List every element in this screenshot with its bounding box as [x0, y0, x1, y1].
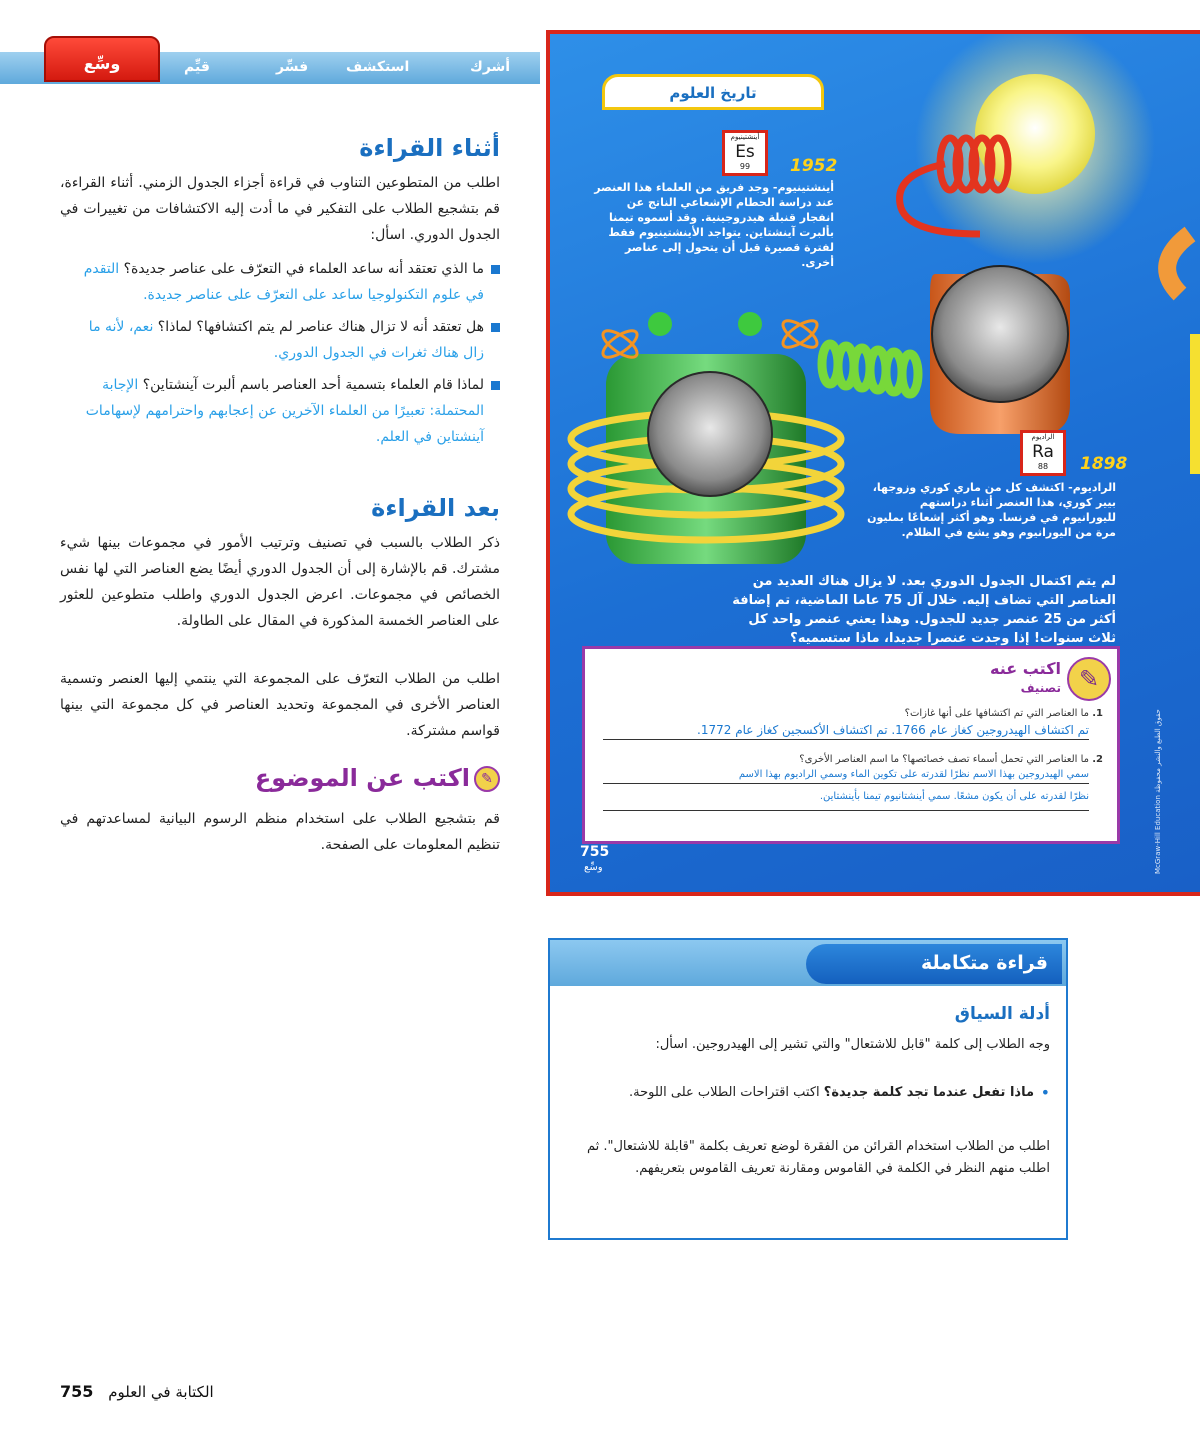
tab-evaluate[interactable]: قيِّم: [184, 59, 210, 75]
context-clues-p1: وجه الطلاب إلى كلمة "قابل للاشتعال" والتي تشير إلى الهيدروجين. اسأل:: [655, 1037, 1050, 1052]
einsteinium-caption: أينشتينيوم- وجد فريق من العلماء هذا العنصر عند دراسة الحطام الإشعاعي الناتج عن انفجار قنبلة هيدروجينية. وقد أسموه تيمنا بألبرت آينشتاين. يتواجد الأينشتينيوم فقط لفترة قصيرة قبل أن يتحول إلى عناصر أخرى.: [594, 181, 834, 269]
during-reading-heading: أثناء القراءة: [359, 134, 500, 162]
answer-text: الإجابة المحتملة: تعبيرًا من العلماء الآخرين عن إعجابهم واحترامهم لإسهامات آينشتاين في العلم.: [85, 377, 484, 445]
write-box-subtitle: تصنيف: [1020, 681, 1061, 695]
write-topic-heading: ✎اكتب عن الموضوع: [226, 764, 500, 792]
copyright-credit: McGraw-Hill Education حقوق الطبع والنشر محفوظة: [1154, 709, 1162, 874]
green-bulb-left: [648, 312, 672, 336]
write-item-1: 1. ما العناصر التي تم اكتشافها على أنها غازات؟ تم اكتشاف الهيدروجين كغاز عام 1766. تم اكتشاف الأكسجين كغاز عام 1772.: [603, 707, 1103, 740]
article-paragraph: لم يتم اكتمال الجدول الدوري بعد. لا يزال هناك العديد من العناصر التي تضاف إليه. خلال آل 75 عاما الماضية، تم إضافة أكثر من 25 عنصر جديد للجدول. وهذا يعني عنصر واحد كل ثلاث سنوات! إذا وجدت عنصرا جديدا، ماذا ستسميه؟: [732, 574, 1116, 646]
tab-extend-active[interactable]: وسِّع: [44, 36, 160, 82]
spread-page-label: وسِّع: [584, 862, 603, 873]
answer-text: سمي الهيدروجين بهذا الاسم نظرًا لقدرته على تكوين الماء وسمي الراديوم بهذا الاسم: [603, 767, 1089, 784]
science-history-tab: تاريخ العلوم: [602, 74, 824, 110]
write-item-2: 2. ما العناصر التي تحمل أسماء تصف خصائصها؟ ما اسم العناصر الأخرى؟ سمي الهيدروجين بهذا الاسم نظرًا لقدرته على تكوين الماء وسمي الراديوم بهذا الاسم نظرًا لقدرته على أن يكون مشعًا. سمي أينشتانيوم تيمنا بأينشتاين.: [603, 753, 1103, 811]
after-reading-p1: ذكر الطلاب بالسبب في تصنيف وترتيب الأمور في مجموعات بينها شيء مشترك. قم بالإشارة إلى أن الجدول الدوري أيضًا يضع العناصر التي لها نفس الخصائص في مجموعات. اعرض الجدول الدوري واطلب متطوعين للعثور على العناصر الخمسة المذكورة في المقال على الطاولة.: [60, 535, 500, 629]
element-card-ra: الراديوم Ra 88: [1020, 430, 1066, 476]
element-card-es: أينشتينيوم Es 99: [722, 130, 768, 176]
context-clues-bullet: • ماذا تفعل عندما تجد كلمة جديدة؟ اكتب اقتراحات الطلاب على اللوحة.: [629, 1083, 1050, 1102]
after-reading-heading: بعد القراءة: [371, 494, 500, 522]
reading-box-title: قراءة متكاملة: [806, 944, 1062, 984]
marie-curie-portrait: [932, 266, 1068, 402]
reading-box-header: [550, 940, 1066, 986]
page-footer: [60, 1382, 214, 1401]
year-1952: 1952: [790, 156, 838, 176]
integrated-reading-box: [548, 938, 1068, 1240]
radium-caption: الراديوم- اكتشف كل من ماري كوري وزوجها، بيير كوري، هذا العنصر أثناء دراستهم لليورانيوم في فرنسا. وهو أكثر إشعاعًا بمليون مرة من اليورانيوم وهو يشع في الظلام.: [867, 481, 1116, 539]
write-about-it-box: [582, 646, 1120, 844]
question-list: [80, 256, 500, 456]
green-coil: [822, 344, 918, 394]
textbook-spread: [546, 30, 1200, 896]
orange-coil: [1167, 234, 1190, 294]
year-1898: 1898: [1080, 454, 1128, 474]
tab-explain[interactable]: فسِّر: [276, 59, 309, 75]
answer-text: نظرًا لقدرته على أن يكون مشعًا. سمي أينشتانيوم تيمنا بأينشتاين.: [603, 784, 1089, 811]
context-clues-heading: أدلة السياق: [954, 1004, 1050, 1024]
green-bulb-right: [738, 312, 762, 336]
context-clues-p2: اطلب من الطلاب استخدام القرائن من الفقرة لوضع تعريف بكلمة "قابلة للاشتعال". ثم اطلب منهم النظر في الكلمة في القاموس ومقارنة تعريف القاموس بتعريفهم.: [586, 1139, 1050, 1176]
during-reading-intro: اطلب من المتطوعين التناوب في قراءة أجزاء الجدول الزمني. أثناء القراءة، قم بتشجيع الطلاب على التفكير في ما أدت إليه الاكتشافات من تغييرات في الجدول الدوري. اسأل:: [60, 175, 500, 243]
bullet-icon: •: [1040, 1083, 1050, 1102]
footer-page-number: 755: [60, 1382, 94, 1401]
footer-label: الكتابة في العلوم: [108, 1383, 214, 1401]
list-item: هل تعتقد أنه لا تزال هناك عناصر لم يتم اكتشافها؟ لماذا؟ نعم، لأنه ما زال هناك ثغرات في الجدول الدوري.: [80, 314, 500, 366]
tab-explore[interactable]: استكشف: [346, 59, 410, 75]
pencil-icon: ✎: [474, 766, 500, 792]
answer-text: تم اكتشاف الهيدروجين كغاز عام 1766. تم اكتشاف الأكسجين كغاز عام 1772.: [603, 721, 1089, 740]
after-reading-p2: اطلب من الطلاب التعرّف على المجموعة التي ينتمي إليها العنصر وتسمية العناصر الأخرى في المجموعة وتحديد العناصر في كل مجموعة التي بينها قواسم مشتركة.: [60, 671, 500, 739]
answer-text: نعم، لأنه ما زال هناك ثغرات في الجدول الدوري.: [88, 319, 484, 361]
einstein-portrait: [648, 372, 772, 496]
answer-text: التقدم في علوم التكنولوجيا ساعد على التعرّف على عناصر جديدة.: [83, 261, 484, 303]
pencil-icon: ✎: [1067, 657, 1111, 701]
yellow-edge-device: [1190, 334, 1200, 474]
spread-page-number: 755: [580, 844, 610, 860]
list-item: لماذا قام العلماء بتسمية أحد العناصر باسم ألبرت آينشتاين؟ الإجابة المحتملة: تعبيرًا من العلماء الآخرين عن إعجابهم واحترامهم لإسهامات آينشتاين في العلم.: [80, 372, 500, 450]
list-item: ما الذي تعتقد أنه ساعد العلماء في التعرّف على عناصر جديدة؟ التقدم في علوم التكنولوجيا ساعد على التعرّف على عناصر جديدة.: [80, 256, 500, 308]
write-topic-text: قم بتشجيع الطلاب على استخدام منظم الرسوم البيانية لمساعدتهم في تنظيم المعلومات على الصفحة.: [60, 811, 500, 853]
tab-engage[interactable]: أشرك: [470, 59, 511, 75]
write-box-title: اكتب عنه: [990, 659, 1061, 678]
